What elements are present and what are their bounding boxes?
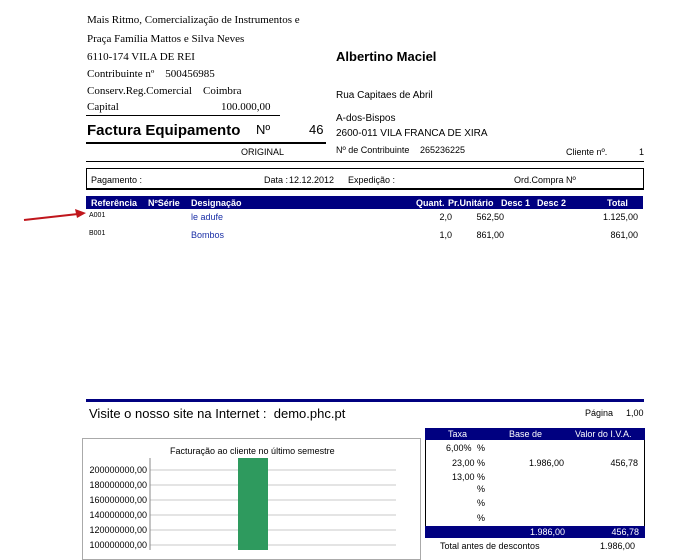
vat-left-border [425, 440, 426, 526]
document-number-label: Nº [256, 122, 271, 137]
col-ref-header: Referência [91, 198, 138, 208]
col-desc-header: Designação [191, 198, 242, 208]
chart-y-tick-label: 160000000,00 [89, 495, 147, 505]
row-total: 1.125,00 [602, 212, 638, 222]
company-name-line2: Praça Família Mattos e Silva Neves [87, 33, 245, 45]
vat-rate: 13,00 [452, 472, 475, 482]
row-unit-price: 562,50 [476, 212, 504, 222]
col-disc1-header: Desc 1 [501, 198, 531, 208]
date-value: 12.12.2012 [289, 175, 335, 185]
row-ref: A001 [89, 212, 106, 219]
chart-y-tick-label: 100000000,00 [89, 540, 147, 550]
company-capital-label: Capital [87, 101, 119, 113]
vat-base: 1.986,00 [528, 458, 564, 468]
vat-header-bar [425, 428, 645, 440]
chart-y-tick-label: 180000000,00 [89, 480, 147, 490]
page-value: 1,00 [626, 408, 644, 418]
title-underline [86, 142, 326, 144]
col-qty-header: Quant. [416, 198, 445, 208]
chart-y-tick-label: 120000000,00 [89, 525, 147, 535]
vat-totals-bar [425, 526, 645, 538]
customer-client-label: Cliente nº. [566, 147, 608, 157]
row-desc: Bombos [191, 230, 225, 240]
items-header-bar [86, 196, 643, 209]
row-total: 861,00 [610, 230, 638, 240]
total-before-discount-label: Total antes de descontos [440, 541, 540, 551]
row-qty: 1,0 [439, 230, 452, 240]
vat-value-header: Valor do I.V.A. [575, 429, 632, 439]
footer-rule [86, 399, 644, 402]
vat-rate-header: Taxa [448, 429, 468, 439]
row-unit-price: 861,00 [476, 230, 504, 240]
document-title: Factura Equipamento [87, 122, 241, 139]
customer-client-no: 1 [639, 147, 645, 157]
order-label: Ord.Compra Nº [514, 175, 576, 185]
payment-label: Pagamento : [91, 175, 143, 185]
chart-y-tick-label: 200000000,00 [89, 465, 147, 475]
document-number: 46 [309, 122, 324, 137]
vat-pct: % [477, 472, 486, 482]
vat-rate: 23,00 [452, 458, 475, 468]
customer-postal: 2600-011 VILA FRANCA DE XIRA [336, 128, 488, 139]
col-unit-price-header: Pr.Unitário [448, 198, 494, 208]
row-qty: 2,0 [439, 212, 452, 222]
customer-tax-id: 265236225 [420, 145, 466, 155]
vat-value: 456,78 [610, 458, 638, 468]
date-label: Data : [264, 175, 289, 185]
col-total-header: Total [607, 198, 628, 208]
row-ref: B001 [89, 230, 106, 237]
row-desc: le adufe [191, 212, 224, 222]
pointer-arrow-icon [22, 208, 88, 224]
vat-pct: % [477, 513, 486, 523]
vat-total-base: 1.986,00 [529, 527, 565, 537]
col-serial-header: NºSérie [148, 198, 180, 208]
customer-tax-label: Nº de Contribuinte [336, 145, 410, 155]
chart-bar [238, 458, 268, 550]
vat-rate: 6,00% [446, 443, 472, 453]
page-label: Página [585, 408, 614, 418]
col-disc2-header: Desc 2 [537, 198, 567, 208]
vat-right-border [644, 440, 645, 526]
chart-title: Facturação ao cliente no último semestre [170, 446, 335, 456]
vat-pct: % [477, 458, 486, 468]
company-tax-id: Contribuinte nº 500456985 [87, 68, 215, 80]
company-address: 6110-174 VILA DE REI [87, 51, 195, 63]
vat-pct: % [477, 484, 486, 494]
total-before-discount-value: 1.986,00 [600, 541, 636, 551]
shipping-label: Expedição : [348, 175, 396, 185]
billing-chart [84, 458, 418, 550]
chart-y-tick-label: 140000000,00 [89, 510, 147, 520]
customer-locality: A-dos-Bispos [336, 113, 396, 124]
site-text: Visite o nosso site na Internet : demo.phc.pt [89, 406, 346, 421]
info-top-rule [86, 161, 644, 162]
customer-name: Albertino Maciel [336, 49, 437, 64]
company-underline [86, 115, 280, 116]
vat-pct: % [477, 498, 486, 508]
company-name-line1: Mais Ritmo, Comercialização de Instrumentos e [87, 14, 300, 26]
vat-base-header: Base de [509, 429, 543, 439]
company-capital-value: 100.000,00 [221, 101, 271, 113]
document-copy: ORIGINAL [241, 147, 285, 157]
vat-pct: % [477, 443, 486, 453]
company-registry: Conserv.Reg.Comercial Coimbra [87, 85, 242, 97]
customer-street: Rua Capitaes de Abril [336, 90, 433, 101]
vat-total-value: 456,78 [611, 527, 639, 537]
